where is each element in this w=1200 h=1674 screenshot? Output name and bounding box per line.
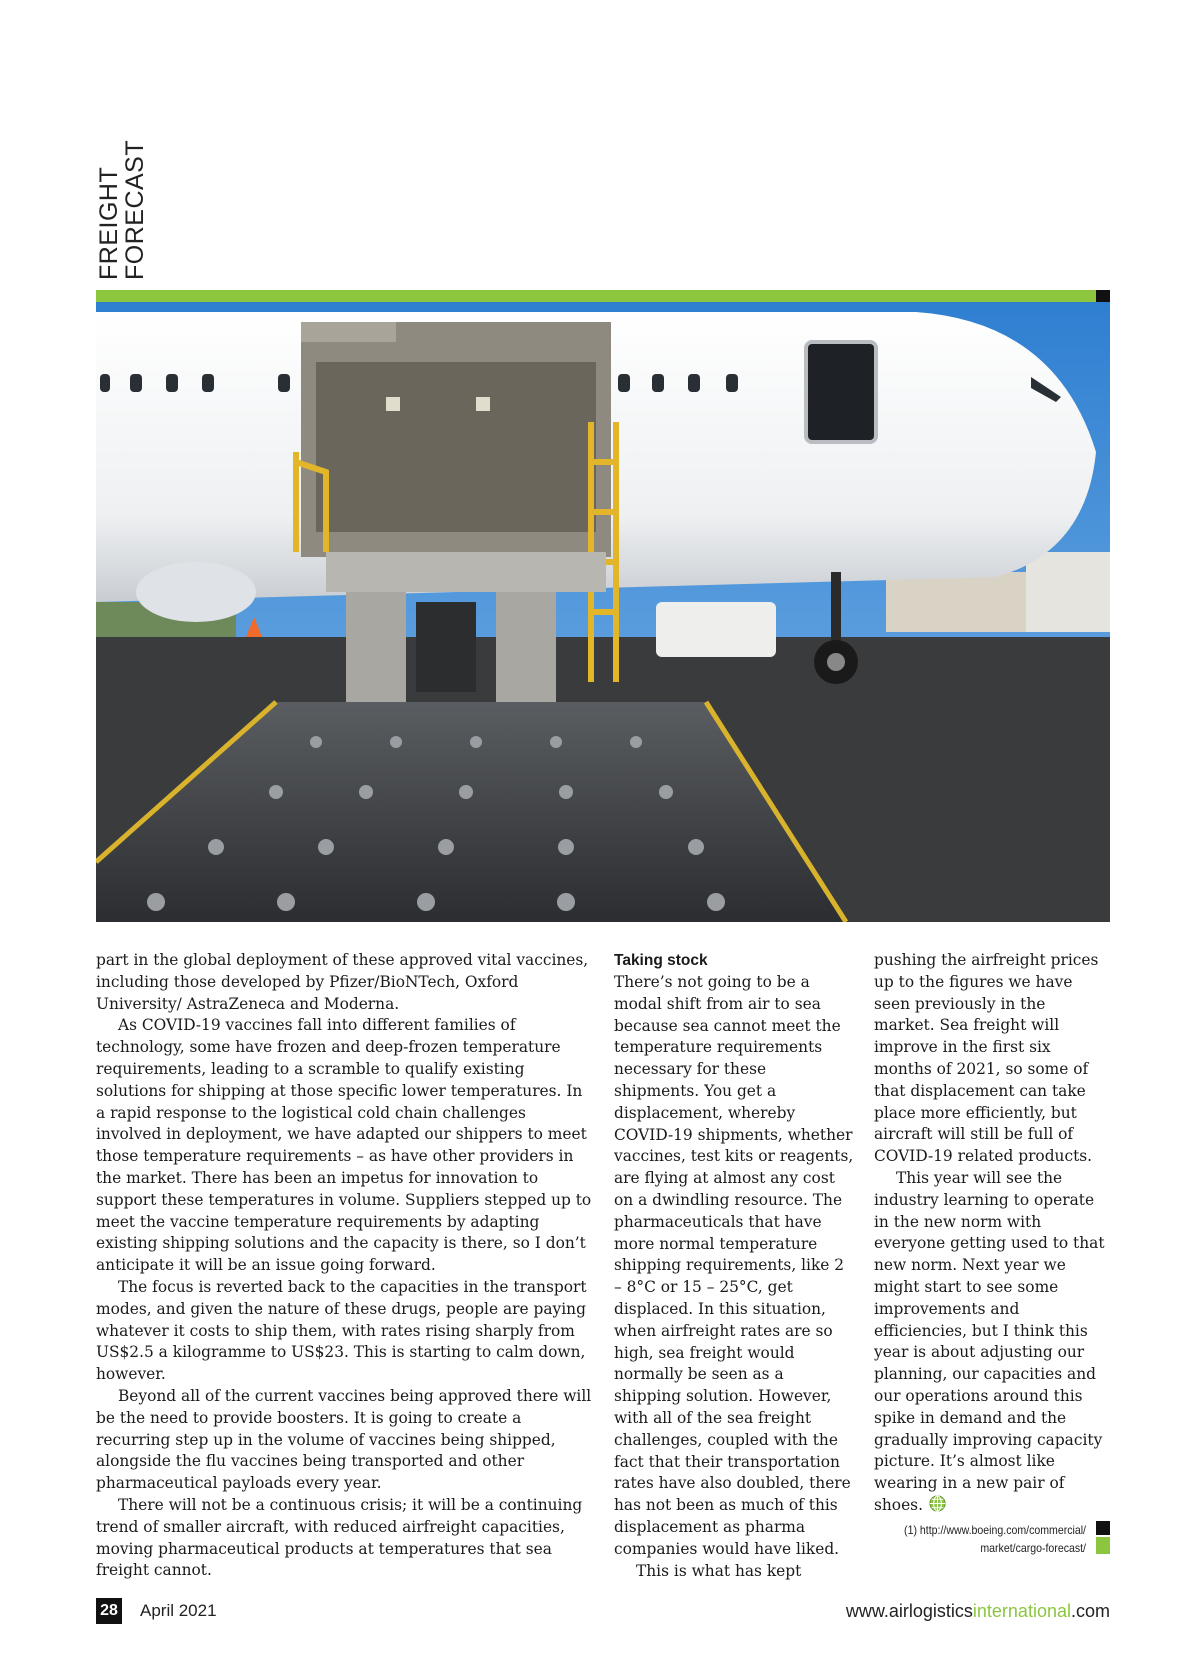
section-label-line2: FORECAST — [121, 139, 149, 280]
accent-bar — [96, 290, 1096, 302]
paragraph-text: This year will see the industry learning to operate in the new norm with everyone getting used to that new norm. Next year we might start to see some improvements and efficiencies, but I think this year is about adjusting our planning, our capacities and our operations around this spike in demand and the gradually improving capacity picture. It’s almost like wearing in a new pair of shoes. — [874, 1168, 1105, 1514]
website-url[interactable] — [846, 1598, 1110, 1624]
section-label — [95, 139, 156, 280]
paragraph: There will not be a continuous crisis; it will be a continuing trend of smaller aircraft, with reduced airfreight capacities, moving pharmaceutical products at temperatures that sea freight cannot. — [96, 1495, 583, 1580]
url-prefix: www.airlogistics — [845, 1601, 973, 1621]
footnote-marker-dark — [1096, 1521, 1110, 1535]
subheading: Taking stock — [614, 952, 708, 969]
footnote — [899, 1521, 1086, 1557]
paragraph: As COVID-19 vaccines fall into different families of technology, some have frozen and deep-frozen temperature requirements, leading to a scramble to qualify existing solutions for shipping at those specific lower temperatures. In a rapid response to the logistical cold chain challenges involved in deployment, we have adapted our shippers to meet those temperature requirements – as have other providers in the market. There has been an impetus for innovation to support these temperatures in volume. Suppliers stepped up to meet the vaccine temperature requirements by adapting existing shipping solutions and the capacity is there, so I don’t anticipate it will be an issue going forward. — [96, 1016, 592, 1275]
paragraph: There’s not going to be a modal shift from air to sea because sea cannot meet the temperature requirements necessary for these shipments. You get a displacement, whereby COVID-19 shipments, whether vaccines, test kits or reagents, are flying at almost any cost on a dwindling resource. The pharmaceuticals that have more normal temperature shipping requirements, like 2 – 8°C or 15 – 25°C, get displaced. In this situation, when airfreight rates are so high, sea freight would normally be seen as a shipping solution. However, with all of the sea freight challenges, coupled with the fact that their transportation rates have also doubled, there has not been as much of this displacement as pharma companies would have liked. — [614, 973, 854, 1558]
section-label-line1: FREIGHT — [95, 166, 123, 280]
paragraph: part in the global deployment of these approved vital vaccines, including those developed by Pfizer/BioNTech, Oxford University/ AstraZeneca and Moderna. — [96, 951, 589, 1013]
url-suffix: .com — [1070, 1601, 1110, 1621]
hero-image — [96, 302, 1110, 922]
globe-end-icon — [929, 1495, 946, 1512]
accent-bar-end — [1096, 290, 1110, 302]
url-light: international — [972, 1601, 1071, 1621]
page-number: 28 — [96, 1598, 122, 1624]
paragraph: The focus is reverted back to the capacities in the transport modes, and given the nature of these drugs, people are paying whatever it costs to ship them, with rates rising sharply from US$2.5 a kilogramme to US$23. This is starting to calm down, however. — [96, 1277, 587, 1384]
cargo-aircraft-illustration — [96, 302, 1110, 922]
paragraph: pushing the airfreight prices up to the figures we have seen previously in the market. Sea freight will improve in the first six months of 2021, so some of that displacement can take place more efficiently, but aircraft will still be full of COVID-19 related products. — [874, 951, 1099, 1166]
paragraph: This is what has kept — [636, 1561, 802, 1580]
article-column-2 — [614, 950, 854, 1582]
article-column-1 — [96, 950, 596, 1582]
paragraph: Beyond all of the current vaccines being approved there will be the need to provide boosters. It is going to create a recurring step up in the volume of vaccines being shipped, alongside the flu vaccines being transported and other pharmaceutical payloads every year. — [96, 1386, 592, 1493]
footnote-marker-green — [1096, 1537, 1110, 1554]
paragraph — [874, 1168, 1110, 1517]
article-column-3 — [874, 950, 1110, 1517]
issue-date: April 2021 — [140, 1601, 217, 1620]
footnote-line1: (1) http://www.boeing.com/commercial/ — [904, 1523, 1086, 1537]
footnote-line2: market/cargo-forecast/ — [980, 1541, 1086, 1555]
